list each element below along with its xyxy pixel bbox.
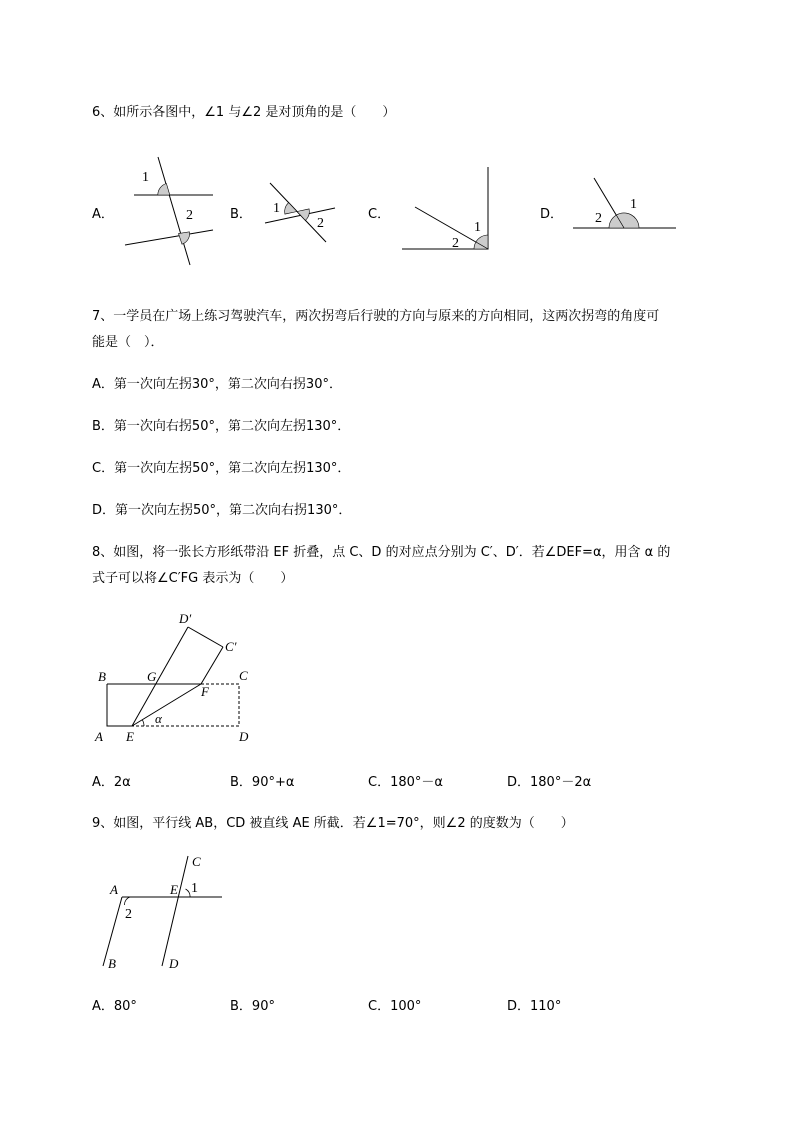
q8-stem-line1: 8、如图，将一张长方形纸带沿 EF 折叠，点 C、D 的对应点分别为 C′、D′．若∠DEF=α，用含 α 的 bbox=[92, 545, 671, 560]
q6c-label-2: 2 bbox=[452, 236, 459, 251]
q7-option-b: B．第一次向右拐50°，第二次向左拐130°． bbox=[92, 419, 351, 434]
q6-option-c-label: C． bbox=[368, 207, 391, 222]
q7-option-a: A．第一次向左拐30°，第二次向右拐30°． bbox=[92, 377, 342, 392]
q8-figure bbox=[90, 605, 270, 745]
q7-option-c: C．第一次向左拐50°，第二次向左拐130°． bbox=[92, 461, 351, 476]
q8-label-B: B bbox=[98, 669, 106, 684]
q8-stem-line2: 式子可以将∠C′FG 表示为（ ） bbox=[92, 571, 294, 586]
q9-option-a: A．80° bbox=[92, 999, 137, 1014]
q9-figure bbox=[100, 850, 250, 980]
q9-option-b: B．90° bbox=[230, 999, 275, 1014]
q6b-label-2: 2 bbox=[317, 216, 324, 231]
q8-option-d: D．180°－2α bbox=[507, 775, 592, 790]
q7-stem-line2: 能是（ ）． bbox=[92, 335, 164, 350]
q6c-label-1: 1 bbox=[474, 220, 481, 235]
q9-label-E: E bbox=[170, 882, 178, 897]
q8-label-F: F bbox=[201, 684, 209, 699]
q9-label-C: C bbox=[192, 854, 201, 869]
q8-label-C: C bbox=[239, 668, 248, 683]
q9-label-1: 1 bbox=[191, 881, 198, 896]
q6-option-b-label: B． bbox=[230, 207, 252, 222]
q8-label-alpha: α bbox=[155, 711, 162, 726]
q6-stem: 6、如所示各图中，∠1 与∠2 是对顶角的是（ ） bbox=[92, 105, 396, 120]
q9-label-A: A bbox=[110, 882, 118, 897]
q8-option-b: B．90°+α bbox=[230, 775, 295, 790]
q8-label-Cp: C′ bbox=[225, 639, 237, 654]
q6-figure-d bbox=[570, 170, 680, 240]
q8-label-Dp: D′ bbox=[179, 611, 192, 626]
q6d-label-1: 1 bbox=[630, 197, 637, 212]
q6-figure-a bbox=[120, 155, 220, 265]
q7-stem-line1: 7、一学员在广场上练习驾驶汽车，两次拐弯后行驶的方向与原来的方向相同，这两次拐弯的角度可 bbox=[92, 309, 660, 324]
q6-option-a-label: A． bbox=[92, 207, 114, 222]
q8-option-a: A．2α bbox=[92, 775, 131, 790]
q6-option-d-label: D． bbox=[540, 207, 564, 222]
q7-option-d: D．第一次向左拐50°，第二次向右拐130°． bbox=[92, 503, 352, 518]
q9-stem: 9、如图，平行线 AB，CD 被直线 AE 所截．若∠1=70°，则∠2 的度数为（ ） bbox=[92, 816, 574, 831]
q9-option-d: D．110° bbox=[507, 999, 562, 1014]
q9-label-D: D bbox=[169, 956, 179, 971]
q8-label-G: G bbox=[147, 669, 157, 684]
q8-label-E: E bbox=[126, 729, 134, 744]
q6a-label-1: 1 bbox=[142, 170, 149, 185]
q6b-label-1: 1 bbox=[273, 201, 280, 216]
q6d-label-2: 2 bbox=[595, 211, 602, 226]
q8-label-D: D bbox=[239, 729, 249, 744]
q8-option-c: C．180°－α bbox=[368, 775, 443, 790]
q8-label-A: A bbox=[95, 729, 103, 744]
q6a-label-2: 2 bbox=[186, 208, 193, 223]
q6-figure-b bbox=[260, 175, 340, 245]
q9-label-2: 2 bbox=[125, 907, 132, 922]
q6-figure-c bbox=[400, 165, 500, 255]
q9-label-B: B bbox=[108, 956, 116, 971]
q9-option-c: C．100° bbox=[368, 999, 422, 1014]
